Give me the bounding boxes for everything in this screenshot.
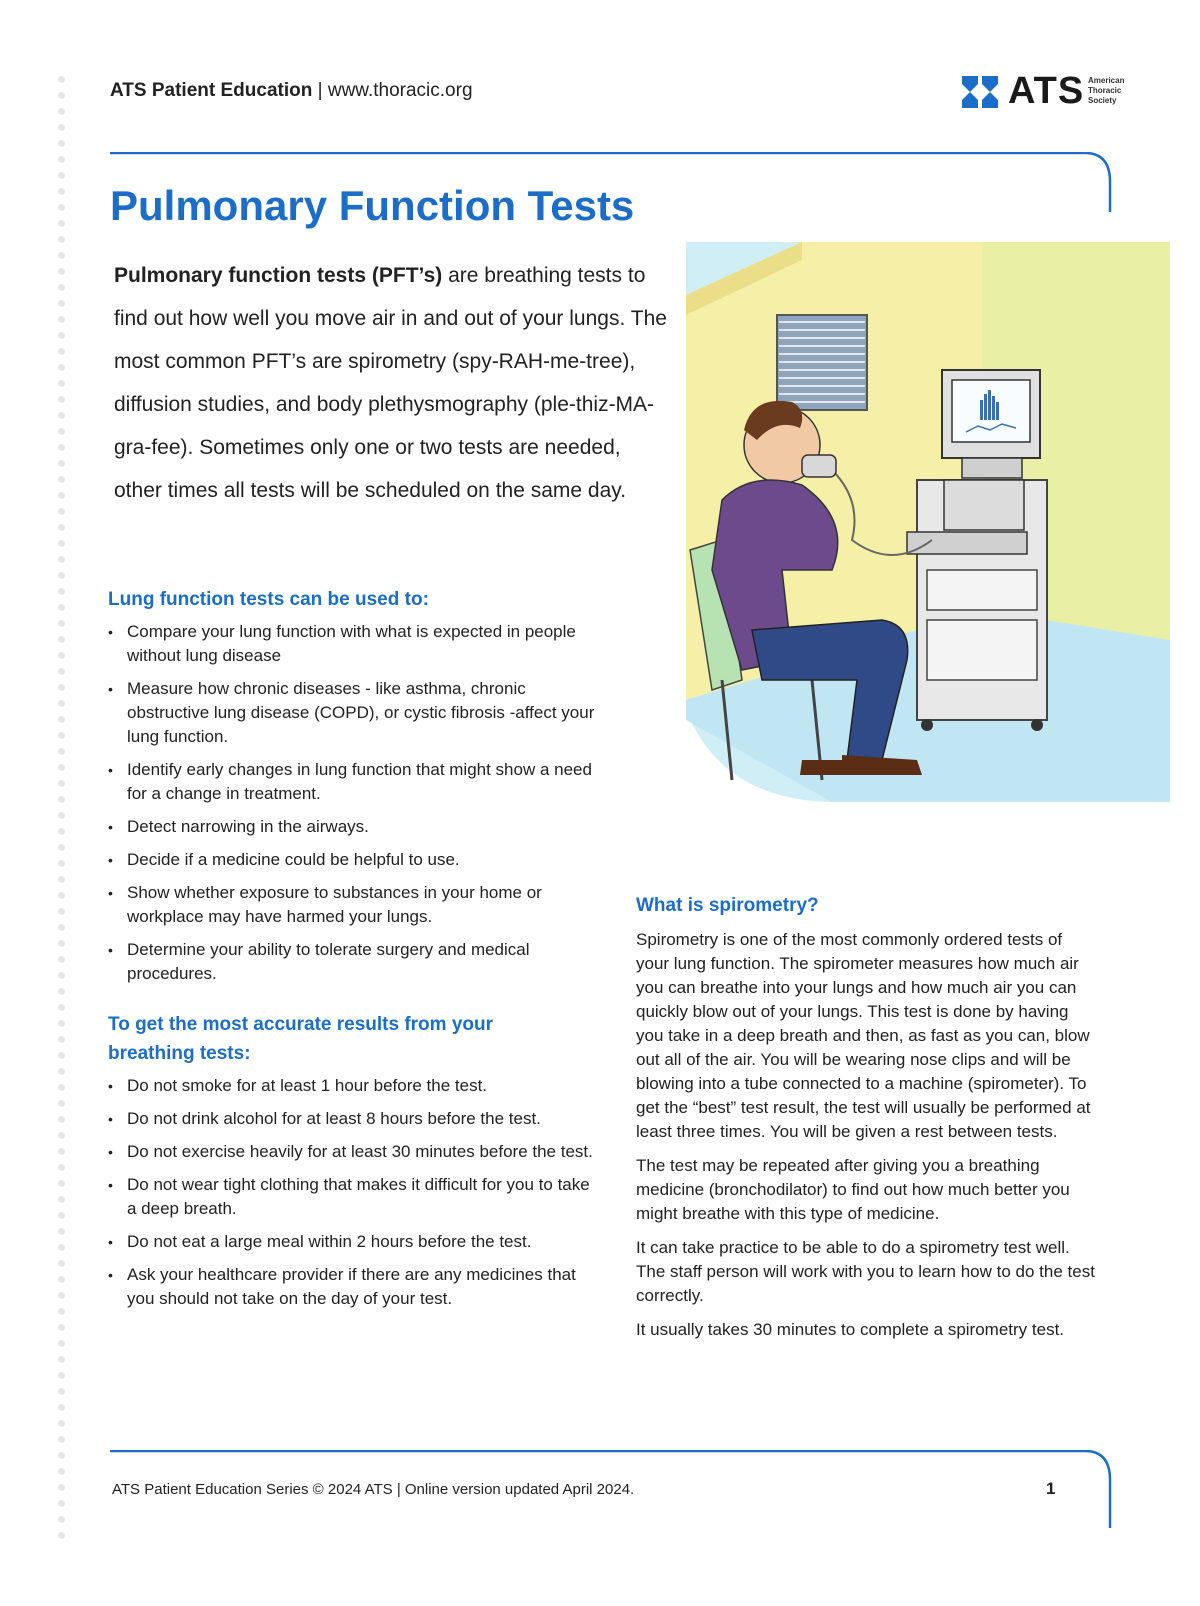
margin-dot <box>58 220 65 227</box>
margin-dot <box>58 1292 65 1299</box>
margin-dot <box>58 620 65 627</box>
prep-heading: To get the most accurate results from your breathing tests: <box>108 1014 494 1064</box>
margin-dot <box>58 364 65 371</box>
margin-dot <box>58 636 65 643</box>
margin-dot <box>58 572 65 579</box>
prep-item: • Do not wear tight clothing that makes it difficult for you to take a deep breath. <box>108 1173 598 1221</box>
margin-dot <box>58 1500 65 1507</box>
margin-dot <box>58 1244 65 1251</box>
margin-dot <box>58 1420 65 1427</box>
dotted-margin <box>58 76 68 1546</box>
margin-dot <box>58 1148 65 1155</box>
margin-dot <box>58 732 65 739</box>
intro-lead: Pulmonary function tests (PFT’s) <box>114 264 443 287</box>
prep-item: • Do not drink alcohol for at least 8 hours before the test. <box>108 1107 598 1131</box>
header-brand: ATS Patient Education <box>110 80 313 101</box>
margin-dot <box>58 1036 65 1043</box>
margin-dot <box>58 1116 65 1123</box>
lungs-logo-icon <box>958 70 1004 114</box>
margin-dot <box>58 1452 65 1459</box>
page-number: 1 <box>1046 1479 1056 1498</box>
logo-text: ATS <box>1008 70 1085 112</box>
margin-dot <box>58 972 65 979</box>
margin-dot <box>58 844 65 851</box>
uses-heading: Lung function tests can be used to: <box>108 589 429 610</box>
margin-dot <box>58 140 65 147</box>
prep-list <box>108 1074 598 1320</box>
spirometry-paragraph: Spirometry is one of the most commonly ordered tests of your lung function. The spirometer measures how much air you can breathe into your lungs and how much air you can quickly blow out of your lungs. This test is done by having you take in a deep breath and then, as fast as you can, blow out all of the air. You will be wearing nose clips and will be blowing into a tube connected to a machine (spirometer). To get the “best” test result, the test will usually be performed at least three times. You will be given a rest between tests. <box>636 930 1091 1141</box>
margin-dot <box>58 1052 65 1059</box>
margin-dot <box>58 348 65 355</box>
margin-dot <box>58 1196 65 1203</box>
margin-dot <box>58 1228 65 1235</box>
margin-dot <box>58 460 65 467</box>
prep-item: • Do not eat a large meal within 2 hours before the test. <box>108 1230 598 1254</box>
prep-item: • Ask your healthcare provider if there are any medicines that you should not take on the day of your test. <box>108 1263 598 1311</box>
margin-dot <box>58 188 65 195</box>
footer-text: ATS Patient Education Series © 2024 ATS | Online version updated April 2024. <box>112 1481 635 1498</box>
margin-dot <box>58 860 65 867</box>
spirometry-paragraph: The test may be repeated after giving you a breathing medicine (bronchodilator) to find out how much better you might breathe with this type of medicine. <box>636 1156 1070 1223</box>
header-url[interactable]: www.thoracic.org <box>327 80 473 101</box>
uses-item: • Identify early changes in lung function that might show a need for a change in treatment. <box>108 758 598 806</box>
margin-dot <box>58 524 65 531</box>
margin-dot <box>58 1100 65 1107</box>
margin-dot <box>58 1084 65 1091</box>
spirometry-paragraph: It usually takes 30 minutes to complete a spirometry test. <box>636 1320 1065 1339</box>
margin-dot <box>58 412 65 419</box>
uses-item: • Show whether exposure to substances in your home or workplace may have harmed your lungs. <box>108 881 598 929</box>
margin-dot <box>58 668 65 675</box>
margin-dot <box>58 940 65 947</box>
margin-dot <box>58 1004 65 1011</box>
patient-spirometry-illustration <box>682 240 1172 805</box>
spirometry-heading: What is spirometry? <box>636 895 819 916</box>
margin-dot <box>58 988 65 995</box>
ats-logo <box>958 70 1138 120</box>
margin-dot <box>58 540 65 547</box>
margin-dot <box>58 396 65 403</box>
margin-dot <box>58 812 65 819</box>
uses-item: • Detect narrowing in the airways. <box>108 815 598 839</box>
margin-dot <box>58 316 65 323</box>
spirometry-body <box>636 928 1096 1352</box>
margin-dot <box>58 268 65 275</box>
margin-dot <box>58 252 65 259</box>
margin-dot <box>58 1260 65 1267</box>
margin-dot <box>58 300 65 307</box>
margin-dot <box>58 172 65 179</box>
margin-dot <box>58 908 65 915</box>
margin-dot <box>58 1356 65 1363</box>
uses-item: • Compare your lung function with what is expected in people without lung disease <box>108 620 598 668</box>
margin-dot <box>58 796 65 803</box>
margin-dot <box>58 124 65 131</box>
uses-list <box>108 620 598 995</box>
margin-dot <box>58 1180 65 1187</box>
margin-dot <box>58 956 65 963</box>
margin-dot <box>58 716 65 723</box>
prep-item: • Do not smoke for at least 1 hour before the test. <box>108 1074 598 1098</box>
margin-dot <box>58 892 65 899</box>
margin-dot <box>58 204 65 211</box>
margin-dot <box>58 1404 65 1411</box>
uses-item: • Measure how chronic diseases - like asthma, chronic obstructive lung disease (COPD), or cystic fibrosis -affect your lung function. <box>108 677 598 749</box>
margin-dot <box>58 1372 65 1379</box>
margin-dot <box>58 1516 65 1523</box>
margin-dot <box>58 284 65 291</box>
margin-dot <box>58 700 65 707</box>
intro-paragraph <box>114 254 674 512</box>
margin-dot <box>58 492 65 499</box>
page-title: Pulmonary Function Tests <box>110 182 635 229</box>
margin-dot <box>58 428 65 435</box>
margin-dot <box>58 1212 65 1219</box>
margin-dot <box>58 1340 65 1347</box>
margin-dot <box>58 92 65 99</box>
margin-dot <box>58 604 65 611</box>
spirometry-paragraph: It can take practice to be able to do a spirometry test well. The staff person will work with you to learn how to do the test correctly. <box>636 1238 1095 1305</box>
margin-dot <box>58 1164 65 1171</box>
margin-dot <box>58 380 65 387</box>
margin-dot <box>58 476 65 483</box>
margin-dot <box>58 156 65 163</box>
margin-dot <box>58 556 65 563</box>
margin-dot <box>58 1468 65 1475</box>
margin-dot <box>58 1532 65 1539</box>
margin-dot <box>58 748 65 755</box>
uses-item: • Determine your ability to tolerate surgery and medical procedures. <box>108 938 598 986</box>
margin-dot <box>58 1308 65 1315</box>
margin-dot <box>58 588 65 595</box>
margin-dot <box>58 876 65 883</box>
margin-dot <box>58 1388 65 1395</box>
margin-dot <box>58 1020 65 1027</box>
margin-dot <box>58 332 65 339</box>
margin-dot <box>58 508 65 515</box>
intro-text: are breathing tests to find out how well you move air in and out of your lungs. The most common PFT’s are spirometry (spy-RAH-me-tree), diffusion studies, and body plethysmography (ple-thiz-MA-gra-fee). Sometimes only one or two tests are needed, other times all tests will be scheduled on the same day. <box>114 264 667 502</box>
header-line <box>110 80 473 102</box>
margin-dot <box>58 828 65 835</box>
margin-dot <box>58 1436 65 1443</box>
header-separator: | <box>312 80 328 101</box>
uses-item: • Decide if a medicine could be helpful to use. <box>108 848 598 872</box>
margin-dot <box>58 444 65 451</box>
margin-dot <box>58 236 65 243</box>
margin-dot <box>58 924 65 931</box>
margin-dot <box>58 1132 65 1139</box>
margin-dot <box>58 764 65 771</box>
margin-dot <box>58 1324 65 1331</box>
margin-dot <box>58 108 65 115</box>
logo-society: American Thoracic Society <box>1088 76 1125 105</box>
margin-dot <box>58 652 65 659</box>
margin-dot <box>58 1484 65 1491</box>
prep-item: • Do not exercise heavily for at least 30 minutes before the test. <box>108 1140 598 1164</box>
margin-dot <box>58 76 65 83</box>
margin-dot <box>58 1276 65 1283</box>
margin-dot <box>58 780 65 787</box>
margin-dot <box>58 684 65 691</box>
margin-dot <box>58 1068 65 1075</box>
